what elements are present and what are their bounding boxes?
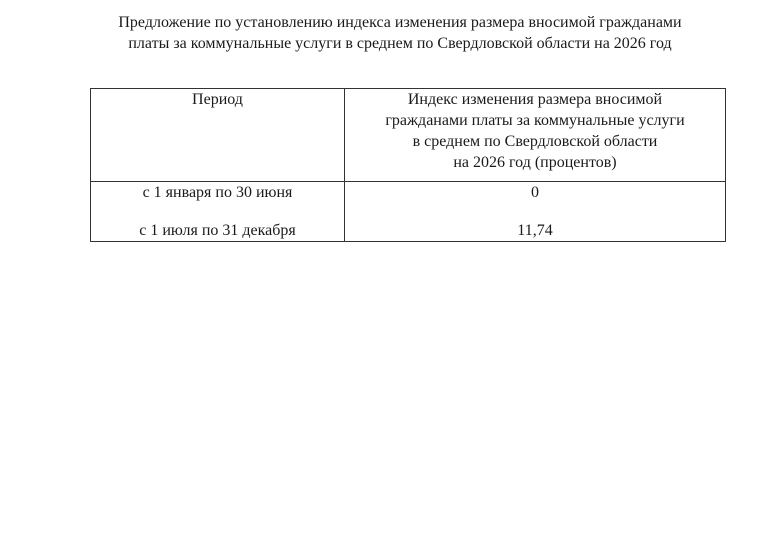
header-index (345, 89, 726, 182)
period-cell (91, 182, 345, 242)
header-index-line-3: в среднем по Свердловской области (412, 133, 658, 150)
period-jul-dec: с 1 июля по 31 декабря (139, 222, 296, 239)
index-table (90, 88, 726, 242)
value-cell (345, 182, 726, 242)
period-jan-jun: с 1 января по 30 июня (142, 184, 293, 201)
header-index-line-4: на 2026 год (процентов) (453, 154, 617, 171)
value-jul-dec: 11,74 (517, 222, 553, 239)
document-title (60, 12, 740, 54)
value-jan-jun: 0 (531, 184, 539, 201)
table-header-row (91, 89, 726, 182)
header-index-line-2: гражданами платы за коммунальные услуги (385, 112, 685, 129)
header-index-line-1: Индекс изменения размера вносимой (407, 91, 663, 108)
title-line-1: Предложение по установлению индекса изменения размера вносимой гражданами (118, 14, 682, 31)
title-line-2: платы за коммунальные услуги в среднем по Свердловской области на 2026 год (128, 35, 672, 52)
header-period: Период (91, 89, 345, 182)
table-row (91, 182, 726, 242)
